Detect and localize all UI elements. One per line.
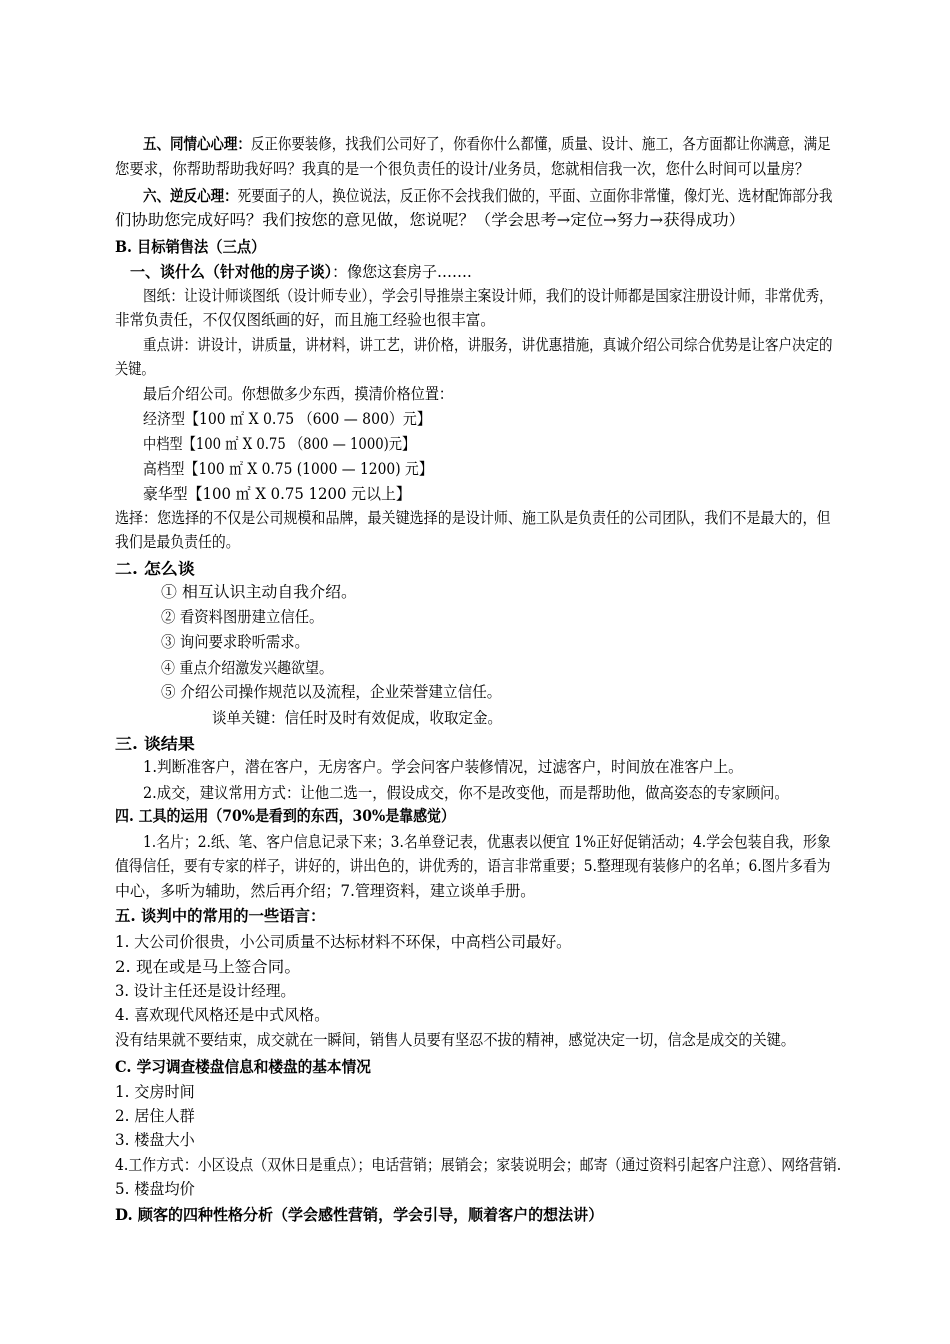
text-segment: 5. 楼盘均价 bbox=[115, 1180, 195, 1198]
text-line-6 bbox=[130, 262, 472, 282]
text-segment: 非常负责任，不仅仅图纸画的好，而且施工经验也很丰富。 bbox=[115, 311, 496, 329]
text-line-43 bbox=[115, 1179, 195, 1199]
heading-segment: D. 顾客的四种性格分析（学会感性营销，学会引导，顺着客户的想法讲） bbox=[115, 1205, 604, 1224]
text-line-13 bbox=[143, 434, 415, 454]
text-segment: 1.名片；2.纸、笔、客户信息记录下来；3.名单登记表，优惠表以便宜 1%正好促销活动；4.学会包装自我，形象 bbox=[143, 833, 831, 851]
text-line-5 bbox=[115, 237, 265, 257]
text-line-41 bbox=[115, 1130, 195, 1150]
text-line-31 bbox=[115, 881, 535, 901]
text-segment: 2. 居住人群 bbox=[115, 1107, 195, 1125]
text-segment: 经济型【100 ㎡ X 0.75 （600 — 800）元】 bbox=[143, 410, 431, 428]
text-line-29 bbox=[143, 832, 831, 852]
text-line-28 bbox=[115, 806, 455, 826]
text-segment: 们协助您完成好吗？我们按您的意见做，您说呢？（学会思考→定位→努力→获得成功） bbox=[115, 211, 745, 229]
text-segment: 重点讲：讲设计，讲质量，讲材料，讲工艺，讲价格，讲服务，讲优惠措施，真诚介绍公司综合优势是让客户决定的 bbox=[143, 336, 833, 354]
text-segment: 关键。 bbox=[115, 360, 155, 378]
text-segment: 中心，多听为辅助，然后再介绍；7.管理资料，建立谈单手册。 bbox=[115, 882, 536, 900]
text-line-9 bbox=[143, 335, 833, 355]
text-segment: 高档型【100 ㎡ X 0.75 (1000 — 1200) 元】 bbox=[143, 460, 433, 478]
text-segment: ① 相互认识主动自我介绍。 bbox=[161, 583, 357, 601]
text-line-1 bbox=[143, 134, 831, 154]
heading-segment: 一、谈什么（针对他的房子谈） bbox=[130, 262, 333, 281]
text-segment: 3. 楼盘大小 bbox=[115, 1131, 195, 1149]
text-segment: 反正你要装修，找我们公司好了，你看你什么都懂，质量、设计、施工，各方面都让你满意，满足 bbox=[250, 135, 831, 153]
text-line-18 bbox=[115, 559, 195, 579]
text-segment: ④ 重点介绍激发兴趣欲望。 bbox=[161, 659, 333, 677]
text-segment: 我们是最负责任的。 bbox=[115, 533, 240, 551]
text-segment: 图纸：让设计师谈图纸（设计师专业），学会引导推崇主案设计师，我们的设计师都是国家注册设计师，非常优秀， bbox=[143, 287, 833, 305]
text-line-3 bbox=[143, 186, 833, 206]
text-line-27 bbox=[143, 783, 789, 803]
text-line-37 bbox=[115, 1030, 795, 1050]
text-line-36 bbox=[115, 1005, 329, 1025]
heading-segment: 五、同情心心理： bbox=[143, 134, 251, 153]
text-segment: 值得信任，要有专家的样子，讲好的，讲出色的，讲优秀的，语言非常重要；5.整理现有装修户的名单；6.图片多看为 bbox=[115, 857, 831, 875]
heading-segment: B. 目标销售法（三点） bbox=[115, 237, 266, 256]
text-line-22 bbox=[161, 658, 333, 678]
text-line-10 bbox=[115, 359, 155, 379]
text-line-16 bbox=[115, 508, 831, 528]
text-line-17 bbox=[115, 532, 240, 552]
text-segment: ② 看资料图册建立信任。 bbox=[161, 608, 324, 626]
text-line-20 bbox=[161, 607, 323, 627]
text-line-40 bbox=[115, 1106, 195, 1126]
text-segment: 豪华型【100 ㎡ X 0.75 1200 元以上】 bbox=[143, 485, 411, 503]
text-segment: 选择：您选择的不仅是公司规模和品牌，最关键选择的是设计师、施工队是负责任的公司团队，我们不是最大的，但 bbox=[115, 509, 831, 527]
text-line-30 bbox=[115, 856, 831, 876]
text-segment: 4.工作方式：小区设点（双休日是重点）；电话营销；展销会；家装说明会；邮寄（通过资料引起客户注意）、网络营销. bbox=[115, 1156, 842, 1174]
text-segment: 1.判断准客户，潜在客户，无房客户。学会问客户装修情况，过滤客户，时间放在准客户上。 bbox=[143, 758, 743, 776]
text-line-7 bbox=[143, 286, 833, 306]
text-line-35 bbox=[115, 981, 295, 1001]
text-line-34 bbox=[115, 957, 301, 977]
text-line-4 bbox=[115, 210, 745, 230]
heading-segment: 六、逆反心理： bbox=[143, 186, 238, 205]
text-line-38 bbox=[115, 1057, 371, 1077]
text-line-25 bbox=[115, 734, 195, 754]
text-line-11 bbox=[143, 384, 453, 404]
text-line-44 bbox=[115, 1205, 603, 1225]
text-segment: 2.成交，建议常用方式：让他二选一，假设成交，你不是改变他，而是帮助他，做高姿态的专家顾问。 bbox=[143, 784, 789, 802]
text-line-33 bbox=[115, 932, 571, 952]
heading-segment: C. 学习调查楼盘信息和楼盘的基本情况 bbox=[115, 1057, 371, 1076]
text-segment: ③ 询问要求聆听需求。 bbox=[161, 633, 309, 651]
heading-segment: 五. 谈判中的常用的一些语言： bbox=[115, 906, 326, 925]
text-segment: 死要面子的人，换位说法，反正你不会找我们做的，平面、立面你非常懂，像灯光、选材配饰部分我 bbox=[237, 187, 833, 205]
text-line-15 bbox=[143, 484, 411, 504]
text-segment: 3. 设计主任还是设计经理。 bbox=[115, 982, 296, 1000]
text-line-32 bbox=[115, 906, 325, 926]
text-segment: 中档型【100 ㎡ X 0.75 （800 — 1000)元】 bbox=[143, 435, 416, 453]
text-line-19 bbox=[161, 582, 357, 602]
text-line-39 bbox=[115, 1082, 195, 1102]
text-line-8 bbox=[115, 310, 495, 330]
text-segment: 1. 大公司价很贵，小公司质量不达标材料不环保，中高档公司最好。 bbox=[115, 933, 572, 951]
text-line-23 bbox=[161, 682, 501, 702]
text-segment: 没有结果就不要结束，成交就在一瞬间，销售人员要有坚忍不拔的精神，感觉决定一切，信念是成交的关键。 bbox=[115, 1031, 796, 1049]
text-segment: 您要求，你帮助帮助我好吗？我真的是一个很负责任的设计/业务员，您就相信我一次，您什么时间可以量房？ bbox=[115, 160, 810, 178]
text-segment: 谈单关键：信任时及时有效促成，收取定金。 bbox=[212, 709, 503, 727]
text-segment: 1. 交房时间 bbox=[115, 1083, 195, 1101]
text-line-42 bbox=[115, 1155, 841, 1175]
heading-segment: 二. 怎么谈 bbox=[115, 559, 195, 578]
text-segment: ：像您这套房子……. bbox=[332, 263, 472, 281]
text-line-2 bbox=[115, 159, 809, 179]
heading-segment: 四. 工具的运用（70%是看到的东西，30%是靠感觉） bbox=[115, 806, 455, 825]
text-line-26 bbox=[143, 757, 743, 777]
text-segment: 2. 现在或是马上签合同。 bbox=[115, 958, 301, 976]
text-line-12 bbox=[143, 409, 431, 429]
text-segment: 4. 喜欢现代风格还是中式风格。 bbox=[115, 1006, 330, 1024]
text-segment: ⑤ 介绍公司操作规范以及流程，企业荣誉建立信任。 bbox=[161, 683, 502, 701]
text-segment: 最后介绍公司。你想做多少东西，摸清价格位置： bbox=[143, 385, 454, 403]
text-line-14 bbox=[143, 459, 433, 479]
heading-segment: 三. 谈结果 bbox=[115, 734, 195, 753]
text-line-24 bbox=[212, 708, 502, 728]
text-line-21 bbox=[161, 632, 309, 652]
